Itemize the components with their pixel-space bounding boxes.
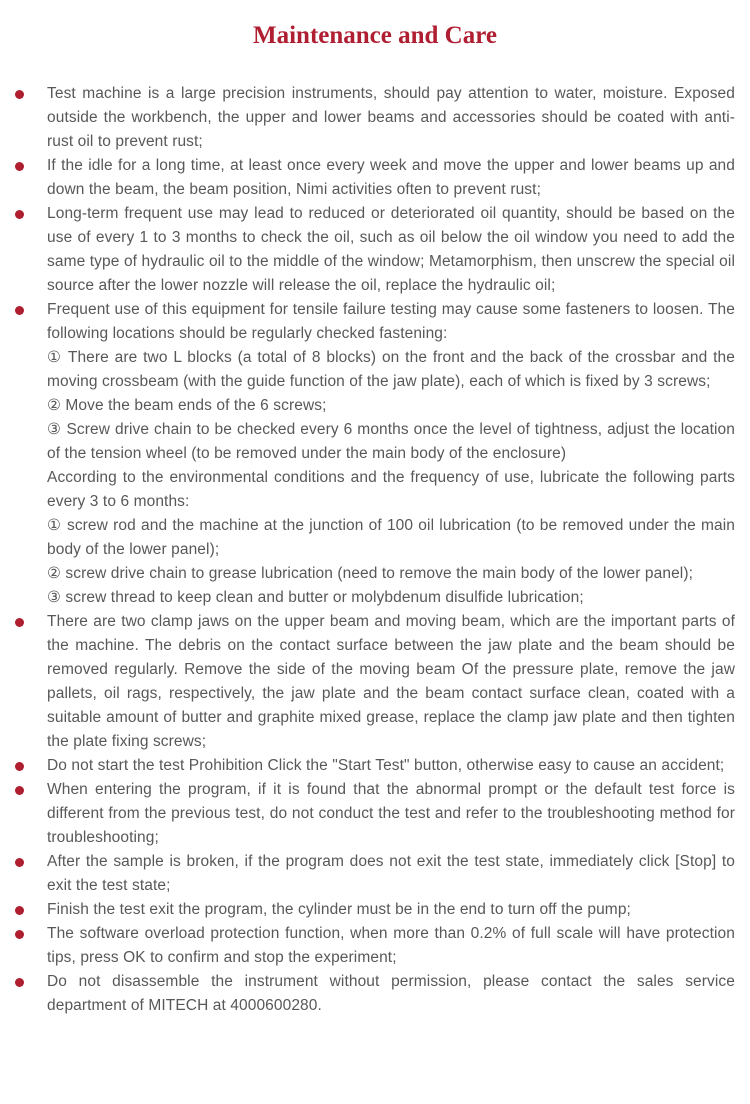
paragraph-line: ③ Screw drive chain to be checked every 6 months once the level of tightness, adjust the location of the tension wheel (to be removed under the main body of the enclosure) xyxy=(47,421,735,462)
paragraph-line: ① There are two L blocks (a total of 8 blocks) on the front and the back of the crossbar and the moving crossbeam (with the guide function of the jaw plate), each of which is fixed by 3 screws; xyxy=(47,349,735,390)
list-item xyxy=(14,970,735,1018)
list-item-text xyxy=(47,778,735,850)
paragraph-line: There are two clamp jaws on the upper beam and moving beam, which are the important parts of the machine. The debris on the contact surface between the jaw plate and the beam should be removed regularly. Remove the side of the moving beam Of the pressure plate, remove the jaw pallets, oil rags, respectively, the jaw plate and the beam contact surface clean, coated with a suitable amount of butter and graphite mixed grease, replace the clamp jaw plate and then tighten the plate fixing screws; xyxy=(47,613,735,750)
bullet-icon xyxy=(15,618,24,627)
list-item-text xyxy=(47,922,735,970)
list-item xyxy=(14,82,735,154)
bullet-icon xyxy=(15,906,24,915)
bullet-icon xyxy=(15,90,24,99)
list-item-text xyxy=(47,610,735,754)
bullet-icon xyxy=(15,930,24,939)
bullet-icon xyxy=(15,786,24,795)
paragraph-line: After the sample is broken, if the program does not exit the test state, immediately click [Stop] to exit the test state; xyxy=(47,853,735,894)
paragraph-line: ② Move the beam ends of the 6 screws; xyxy=(47,397,327,414)
list-item-text xyxy=(47,298,735,610)
list-item-text xyxy=(47,202,735,298)
list-item-text xyxy=(47,82,735,154)
bullet-icon xyxy=(15,306,24,315)
bullet-icon xyxy=(15,978,24,987)
paragraph-line: When entering the program, if it is found that the abnormal prompt or the default test force is different from the previous test, do not conduct the test and refer to the troubleshooting method for troubleshooting; xyxy=(47,781,735,846)
paragraph-line: Long-term frequent use may lead to reduced or deteriorated oil quantity, should be based on the use of every 1 to 3 months to check the oil, such as oil below the oil window you need to add the same type of hydraulic oil to the middle of the window; Metamorphism, then unscrew the special oil source after the lower nozzle will release the oil, replace the hydraulic oil; xyxy=(47,205,735,294)
paragraph-line: According to the environmental conditions and the frequency of use, lubricate the following parts every 3 to 6 months: xyxy=(47,469,735,510)
list-item-text xyxy=(47,970,735,1018)
list-item xyxy=(14,778,735,850)
list-item xyxy=(14,154,735,202)
page-title: Maintenance and Care xyxy=(253,22,497,49)
list-item xyxy=(14,922,735,970)
bullet-icon xyxy=(15,858,24,867)
maintenance-bullet-list xyxy=(0,82,750,1018)
bullet-icon xyxy=(15,762,24,771)
paragraph-line: Finish the test exit the program, the cylinder must be in the end to turn off the pump; xyxy=(47,901,631,918)
list-item xyxy=(14,898,735,922)
paragraph-line: Test machine is a large precision instruments, should pay attention to water, moisture. Exposed outside the workbench, the upper and lower beams and accessories should be coated with anti-rust oil to prevent rust; xyxy=(47,85,735,150)
paragraph-line: The software overload protection function, when more than 0.2% of full scale will have protection tips, press OK to confirm and stop the experiment; xyxy=(47,925,735,966)
paragraph-line: Do not start the test Prohibition Click the "Start Test" button, otherwise easy to cause an accident; xyxy=(47,757,725,774)
list-item-text xyxy=(47,154,735,202)
list-item xyxy=(14,754,735,778)
list-item-text xyxy=(47,850,735,898)
list-item xyxy=(14,850,735,898)
list-item-text xyxy=(47,898,735,922)
bullet-icon xyxy=(15,210,24,219)
paragraph-line: If the idle for a long time, at least once every week and move the upper and lower beams up and down the beam, the beam position, Nimi activities often to prevent rust; xyxy=(47,157,735,198)
paragraph-line: Frequent use of this equipment for tensile failure testing may cause some fasteners to loosen. The following locations should be regularly checked fastening: xyxy=(47,301,735,342)
list-item xyxy=(14,202,735,298)
paragraph-line: ① screw rod and the machine at the junction of 100 oil lubrication (to be removed under the main body of the lower panel); xyxy=(47,517,735,558)
list-item xyxy=(14,298,735,610)
paragraph-line: ② screw drive chain to grease lubrication (need to remove the main body of the lower panel); xyxy=(47,565,694,582)
paragraph-line: Do not disassemble the instrument without permission, please contact the sales service department of MITECH at 4000600280. xyxy=(47,973,735,1014)
bullet-icon xyxy=(15,162,24,171)
paragraph-line: ③ screw thread to keep clean and butter or molybdenum disulfide lubrication; xyxy=(47,589,584,606)
list-item-text xyxy=(47,754,735,778)
list-item xyxy=(14,610,735,754)
